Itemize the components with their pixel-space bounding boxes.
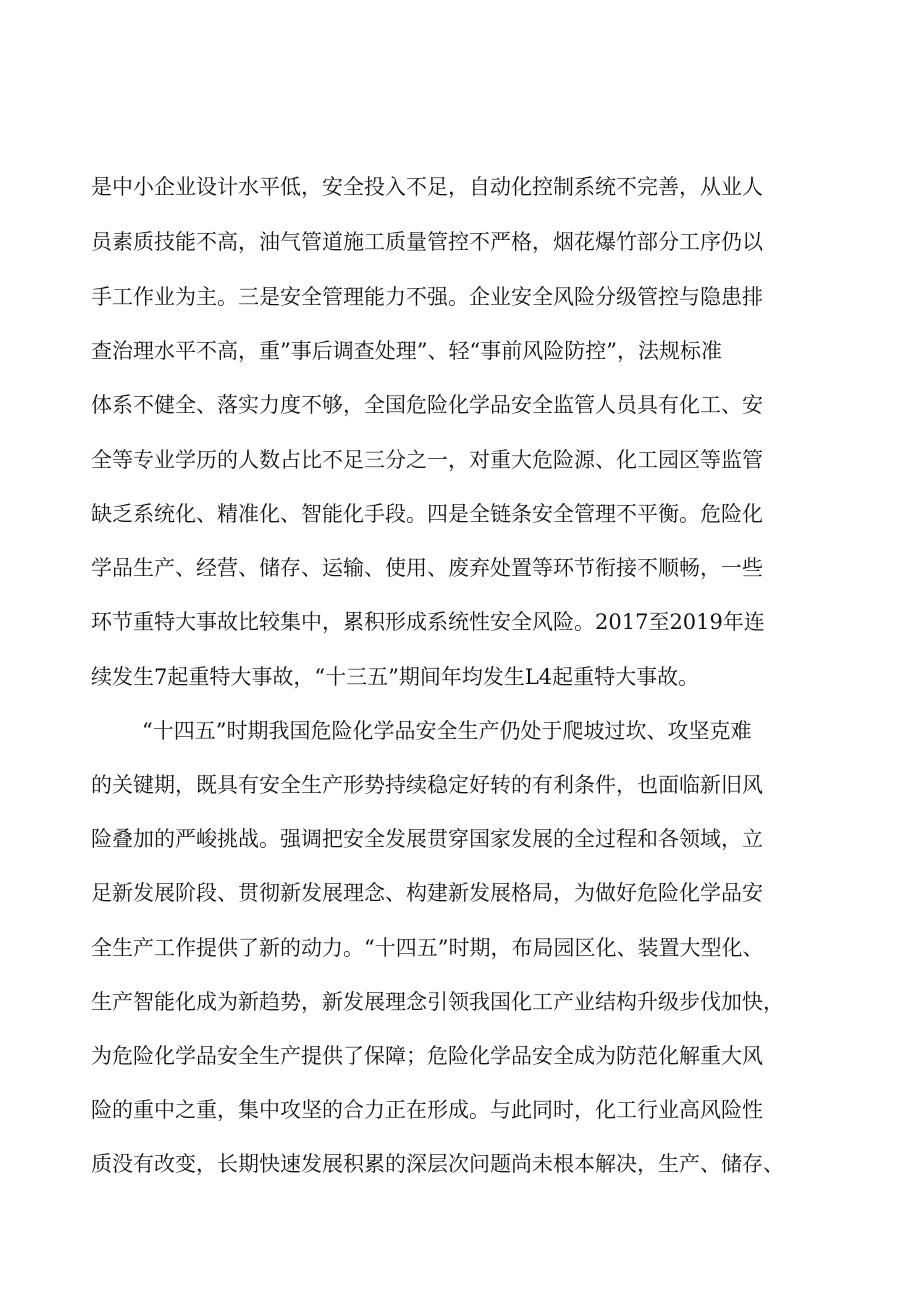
text-line: 质没有改变，长期快速发展积累的深层次问题尚未根本解决，生产、储存、 [91, 1152, 784, 1176]
text-line: 环节重特大事故比较集中，累积形成系统性安全风险。2017至2019年连 [91, 610, 765, 634]
text-line: 生产智能化成为新趋势，新发展理念引领我国化工产业结构升级步伐加快， [91, 990, 784, 1014]
text-line: 险的重中之重，集中攻坚的合力正在形成。与此同时，化工行业高风险性 [91, 1098, 763, 1122]
text-line: 是中小企业设计水平低，安全投入不足，自动化控制系统不完善，从业人 [91, 175, 763, 199]
text-line: 的关键期，既具有安全生产形势持续稳定好转的有利条件，也面临新旧风 [91, 773, 763, 797]
text-line: 全等专业学历的人数占比不足三分之一，对重大危险源、化工园区等监管 [91, 448, 763, 472]
text-line: 足新发展阶段、贯彻新发展理念、构建新发展格局，为做好危险化学品安 [91, 881, 763, 905]
text-line: 学品生产、经营、储存、运输、使用、废弃处置等环节衔接不顺畅，一些 [91, 556, 763, 580]
text-line: 险叠加的严峻挑战。强调把安全发展贯穿国家发展的全过程和各领域，立 [91, 827, 763, 851]
paragraph-first-line: “十四五”时期我国危险化学品安全生产仍处于爬坡过坎、攻坚克难 [142, 719, 752, 743]
text-line: 手工作业为主。三是安全管理能力不强。企业安全风险分级管控与隐患排 [91, 285, 763, 309]
text-line: 缺乏系统化、精准化、智能化手段。四是全链条安全管理不平衡。危险化 [91, 502, 763, 526]
text-line: 为危险化学品安全生产提供了保障；危险化学品安全成为防范化解重大风 [91, 1044, 763, 1068]
text-line: 员素质技能不高，油气管道施工质量管控不严格，烟花爆竹部分工序仍以 [91, 230, 763, 254]
text-line: 体系不健全、落实力度不够，全国危险化学品安全监管人员具有化工、安 [91, 393, 763, 417]
text-line: 查治理水平不高，重”事后调查处理”、轻“事前风险防控”，法规标准 [91, 339, 722, 363]
text-line: 全生产工作提供了新的动力。“十四五”时期，布局园区化、装置大型化、 [91, 936, 764, 960]
text-line: 续发生7起重特大事故，“十三五”期间年均发生L4起重特大事故。 [91, 665, 700, 689]
